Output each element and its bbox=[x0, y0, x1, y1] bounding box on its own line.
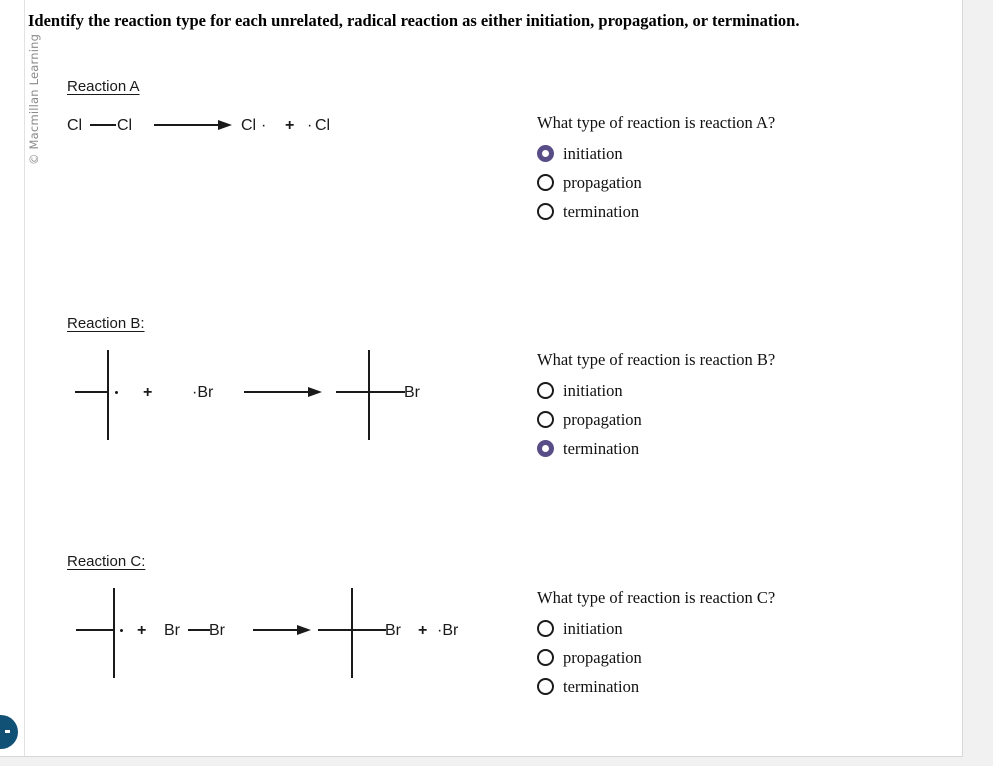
reaction-a-label: Reaction A bbox=[67, 78, 140, 95]
reaction-c-equation bbox=[0, 583, 520, 703]
plus-sign-a: + bbox=[285, 117, 295, 134]
radio-c-termination[interactable] bbox=[537, 678, 554, 695]
reaction-a-equation bbox=[0, 108, 520, 148]
reactant-br-left-c: Br bbox=[164, 622, 180, 639]
reaction-b-equation bbox=[0, 345, 520, 465]
reactant-bromine-radical-b: ·Br bbox=[192, 384, 214, 401]
question-c-text: What type of reaction is reaction C? bbox=[537, 588, 776, 607]
radio-a-initiation[interactable] bbox=[537, 145, 554, 162]
radical-dot-b-reactant bbox=[115, 391, 118, 394]
page-title: Identify the reaction type for each unrelated, radical reaction as either initiation, propagation, or termination. bbox=[28, 11, 800, 30]
reactant-cl-right: Cl bbox=[117, 117, 133, 134]
option-a-initiation-label: initiation bbox=[563, 143, 623, 163]
product-cl-second: Cl bbox=[315, 117, 331, 134]
radical-dot-c-reactant bbox=[120, 629, 123, 632]
help-bubble-icon[interactable] bbox=[0, 715, 18, 749]
product-bromine-c: Br bbox=[385, 622, 401, 639]
bond-vertical-c-reactant bbox=[113, 588, 115, 678]
option-c-termination-label: termination bbox=[563, 676, 640, 696]
question-panel-c bbox=[537, 588, 775, 701]
product-bromine-b: Br bbox=[404, 384, 420, 401]
option-c-propagation[interactable] bbox=[537, 643, 775, 672]
bond-vertical-c-product bbox=[351, 588, 353, 678]
reaction-arrow-a bbox=[154, 117, 234, 133]
option-a-propagation-label: propagation bbox=[563, 172, 642, 192]
option-a-propagation[interactable] bbox=[537, 168, 775, 197]
reactant-br-right-c: Br bbox=[209, 622, 225, 639]
bond-horizontal-b-product bbox=[336, 391, 405, 393]
reaction-c-label: Reaction C: bbox=[67, 553, 146, 570]
option-b-termination-label: termination bbox=[563, 438, 640, 458]
option-a-initiation[interactable] bbox=[537, 139, 775, 168]
bond-horizontal-c-reactant bbox=[76, 629, 114, 631]
bond-vertical-b-product bbox=[368, 350, 370, 440]
plus-sign-c-second: + bbox=[418, 622, 428, 639]
radio-b-initiation[interactable] bbox=[537, 382, 554, 399]
radio-b-propagation[interactable] bbox=[537, 411, 554, 428]
product-cl-first: Cl bbox=[241, 117, 257, 134]
macmillan-copyright-label: © Macmillan Learning bbox=[27, 33, 41, 165]
question-b-text: What type of reaction is reaction B? bbox=[537, 350, 776, 369]
radio-c-initiation[interactable] bbox=[537, 620, 554, 637]
bond-br-br-c bbox=[188, 629, 210, 631]
option-b-propagation[interactable] bbox=[537, 405, 775, 434]
option-a-termination[interactable] bbox=[537, 197, 775, 226]
product-bromine-radical-c: ·Br bbox=[437, 622, 459, 639]
reaction-arrow-b bbox=[244, 384, 324, 400]
product-radical-dot-second: · bbox=[307, 117, 313, 134]
radio-a-propagation[interactable] bbox=[537, 174, 554, 191]
option-a-termination-label: termination bbox=[563, 201, 640, 221]
plus-sign-c-first: + bbox=[137, 622, 147, 639]
bond-cl-cl bbox=[90, 124, 116, 126]
plus-sign-b: + bbox=[143, 384, 153, 401]
question-panel-a bbox=[537, 113, 775, 226]
question-panel-b bbox=[537, 350, 775, 463]
option-c-propagation-label: propagation bbox=[563, 647, 642, 667]
option-c-termination[interactable] bbox=[537, 672, 775, 701]
reactant-cl-left: Cl bbox=[67, 117, 83, 134]
help-bubble-mark bbox=[5, 730, 10, 733]
option-b-termination[interactable] bbox=[537, 434, 775, 463]
option-c-initiation[interactable] bbox=[537, 614, 775, 643]
radio-c-propagation[interactable] bbox=[537, 649, 554, 666]
product-radical-dot-first: · bbox=[261, 117, 267, 134]
option-b-initiation-label: initiation bbox=[563, 380, 623, 400]
option-b-propagation-label: propagation bbox=[563, 409, 642, 429]
option-b-initiation[interactable] bbox=[537, 376, 775, 405]
bond-horizontal-c-product bbox=[318, 629, 386, 631]
radio-a-termination[interactable] bbox=[537, 203, 554, 220]
bond-horizontal-b-reactant bbox=[75, 391, 108, 393]
reaction-b-label: Reaction B: bbox=[67, 315, 145, 332]
question-a-text: What type of reaction is reaction A? bbox=[537, 113, 776, 132]
reaction-arrow-c bbox=[253, 622, 313, 638]
option-c-initiation-label: initiation bbox=[563, 618, 623, 638]
bond-vertical-b-reactant bbox=[107, 350, 109, 440]
radio-b-termination[interactable] bbox=[537, 440, 554, 457]
